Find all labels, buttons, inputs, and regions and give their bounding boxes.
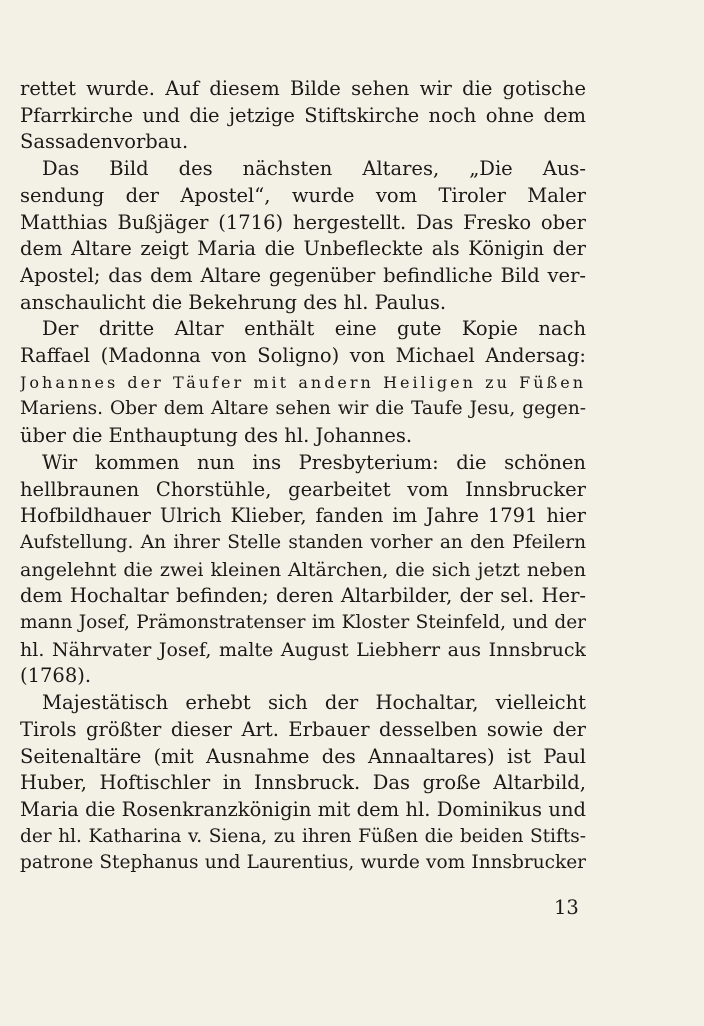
text-line: rettet wurde. Auf diesem Bilde sehen wir die gotische [20, 77, 586, 100]
text-line: hellbraunen Chorstühle, gearbeitet vom Innsbrucker [20, 477, 586, 501]
text-line: Apostel; das dem Altare gegenüber befindliche Bild ver- [20, 263, 586, 287]
text-line: Majestätisch erhebt sich der Hochaltar, vielleicht [42, 691, 586, 715]
text-line: Sassadenvorbau. [20, 130, 189, 154]
text-line: Aufstellung. An ihrer Stelle standen vorher an den Pfeilern [20, 531, 586, 553]
text-line: Wir kommen nun ins Presbyterium: die schönen [42, 450, 586, 474]
text-line: Huber, Hoftischler in Innsbruck. Das große Altarbild, [20, 771, 586, 795]
text-line: über die Enthauptung des hl. Johannes. [20, 424, 413, 448]
text-line: dem Altare zeigt Maria die Unbefleckte als Königin der [20, 237, 586, 261]
text-line: der hl. Katharina v. Siena, zu ihren Füßen die beiden Stifts- [20, 825, 586, 847]
text-line: Seitenaltäre (mit Ausnahme des Annaaltares) ist Paul [20, 744, 586, 768]
text-line: (1768). [20, 664, 92, 688]
page-number: 13 [554, 896, 579, 919]
text-line: Tirols größter dieser Art. Erbauer desselben sowie der [20, 717, 586, 741]
text-line: anschaulicht die Bekehrung des hl. Paulus. [20, 290, 447, 314]
text-line: hl. Nährvater Josef, malte August Liebherr aus Innsbruck [20, 638, 586, 661]
text-line: Mariens. Ober dem Altare sehen wir die Taufe Jesu, gegen- [20, 398, 586, 420]
text-line: Hofbildhauer Ulrich Klieber, fanden im Jahre 1791 hier [20, 504, 586, 528]
text-line: Matthias Bußjäger (1716) hergestellt. Das Fresko ober [20, 210, 586, 234]
text-line: Johannes der Täufer mit andern Heiligen zu Füßen [20, 372, 586, 392]
text-line: Das Bild des nächsten Altares, „Die Aus- [42, 157, 586, 181]
text-line: mann Josef, Prämonstratenser im Kloster Steinfeld, und der [20, 612, 586, 634]
text-line: Maria die Rosenkranzkönigin mit dem hl. Dominikus und [20, 797, 586, 821]
text-line: Der dritte Altar enthält eine gute Kopie nach [42, 317, 586, 341]
text-line: angelehnt die zwei kleinen Altärchen, die sich jetzt neben [20, 558, 586, 581]
text-line: dem Hochaltar befinden; deren Altarbilder, der sel. Her- [20, 584, 586, 608]
text-line: Pfarrkirche und die jetzige Stiftskirche noch ohne dem [20, 103, 586, 127]
text-line: Raffael (Madonna von Soligno) von Michael Andersag: [20, 344, 586, 368]
body-text [20, 76, 586, 877]
text-line: sendung der Apostel“, wurde vom Tiroler Maler [20, 183, 586, 207]
text-line: patrone Stephanus und Laurentius, wurde vom Innsbrucker [20, 852, 586, 874]
